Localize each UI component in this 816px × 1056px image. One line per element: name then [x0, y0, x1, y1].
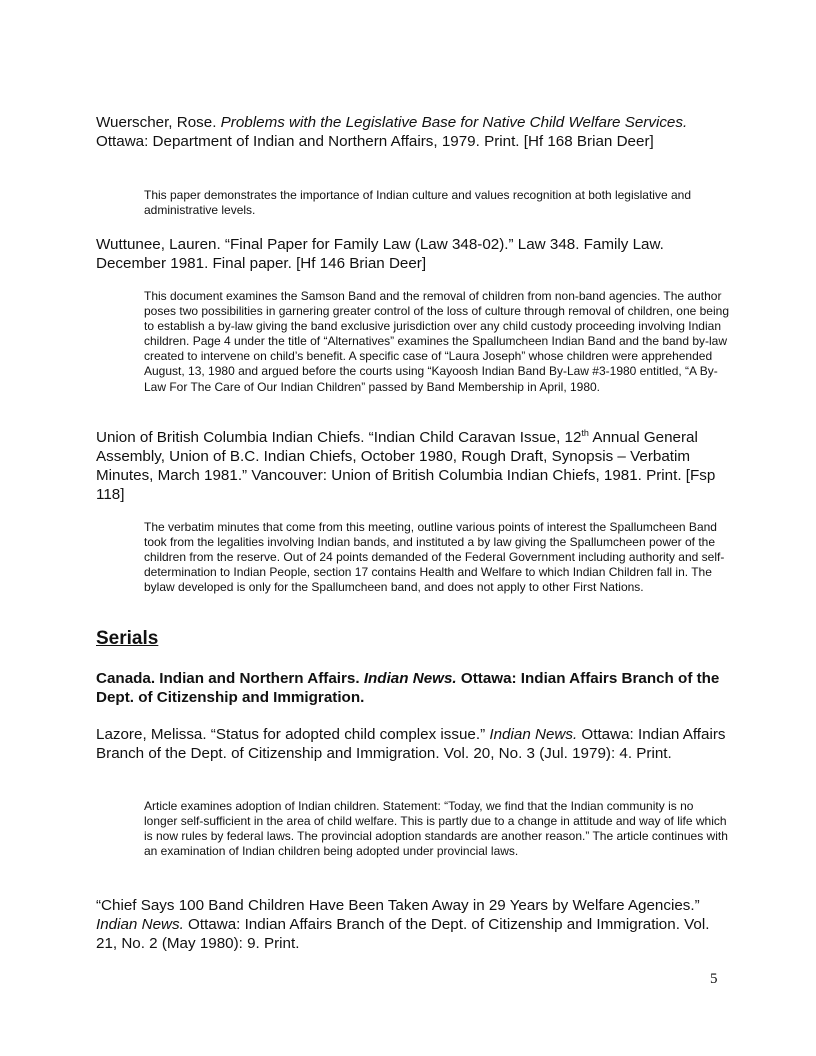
citation-part: Ottawa: Indian Affairs Branch of the Dept. of Citizenship and Immigration. — [96, 670, 720, 706]
citation-author: Wuerscher, Rose. — [96, 114, 217, 131]
section-heading-serials: Serials — [96, 628, 159, 649]
annotation-wuerscher: This paper demonstrates the importance of Indian culture and values recognition at both legislative and administrative levels. — [144, 188, 691, 218]
citation-lazore — [96, 725, 726, 763]
citation-title: Indian News. — [363, 670, 457, 687]
citation-chief — [96, 896, 726, 953]
citation-title: Indian News. — [96, 916, 184, 933]
citation-ubcic — [96, 428, 726, 504]
citation-wuerscher — [96, 113, 726, 151]
annotation-lazore: Article examines adoption of Indian children. Statement: “Today, we find that the Indian community is no longer self-sufficient in the area of child welfare. This is partly due to a change in attitude and way of life which is now rules by federal laws. The provincial adoption standards are another reason.” The article continues with an examination of Indian children being adopted under provincial laws. — [144, 799, 728, 859]
citation-canada — [96, 669, 726, 707]
citation-part: Lazore, Melissa. “Status for adopted child complex issue.” — [96, 726, 486, 743]
page-number: 5 — [710, 971, 718, 987]
citation-part: Ottawa: Indian Affairs Branch of the Dept. of Citizenship and Immigration. Vol. 21, No. 2 (May 1980): 9. Print. — [96, 916, 710, 952]
superscript: th — [581, 428, 589, 438]
citation-title: Indian News. — [489, 726, 578, 743]
citation-wuttunee: Wuttunee, Lauren. “Final Paper for Family Law (Law 348-02).” Law 348. Family Law. December 1981. Final paper. [Hf 146 Brian Deer] — [96, 236, 664, 272]
annotation-wuttunee: This document examines the Samson Band and the removal of children from non-band agencies. The author poses two possibilities in garnering greater control of the loss of culture through removal of children, one being to establish a by-law giving the band exclusive jurisdiction over any child custody proceeding involving Indian children. Page 4 under the title of “Alternatives” examines the Spallumcheen Indian Band and the band by-law created to intervene on child’s benefit. A specific case of “Laura Joseph” whose children were apprehended August, 13, 1980 and argued before the courts using “Kayoosh Indian Band By-Law #3-1980 entitled, “A By-Law For The Care of Our Indian Children” passed by Band Membership in April, 1980. — [144, 289, 729, 394]
citation-part: Ottawa: Indian Affairs Branch of the Dept. of Citizenship and Immigration. Vol. 20, No. 3 (Jul. 1979): 4. Print. — [96, 726, 726, 762]
citation-part: Union of British Columbia Indian Chiefs. “Indian Child Caravan Issue, 12 — [96, 429, 582, 446]
citation-publication: Ottawa: Department of Indian and Northern Affairs, 1979. Print. [Hf 168 Brian Deer] — [96, 133, 654, 150]
citation-part: Canada. Indian and Northern Affairs. — [96, 670, 360, 687]
citation-part: Annual General Assembly, Union of B.C. Indian Chiefs, October 1980, Rough Draft, Synopsis – Verbatim Minutes, March 1981.” Vancouver: Union of British Columbia Indian Chiefs, 1981. Print. [Fsp 118] — [96, 429, 716, 503]
citation-part: “Chief Says 100 Band Children Have Been Taken Away in 29 Years by Welfare Agencies.” — [96, 897, 700, 914]
citation-title: Problems with the Legislative Base for Native Child Welfare Services. — [220, 114, 688, 131]
annotation-ubcic: The verbatim minutes that come from this meeting, outline various points of interest the Spallumcheen Band took from the legalities involving Indian bands, and instituted a by law giving the Spallumcheen power of the children from the reserve. Out of 24 points demanded of the Federal Government including authority and self-determination to Indian People, section 17 contains Health and Welfare to which Indian Children fall in. The bylaw developed is only for the Spallumcheen band, and does not apply to other First Nations. — [144, 520, 725, 595]
